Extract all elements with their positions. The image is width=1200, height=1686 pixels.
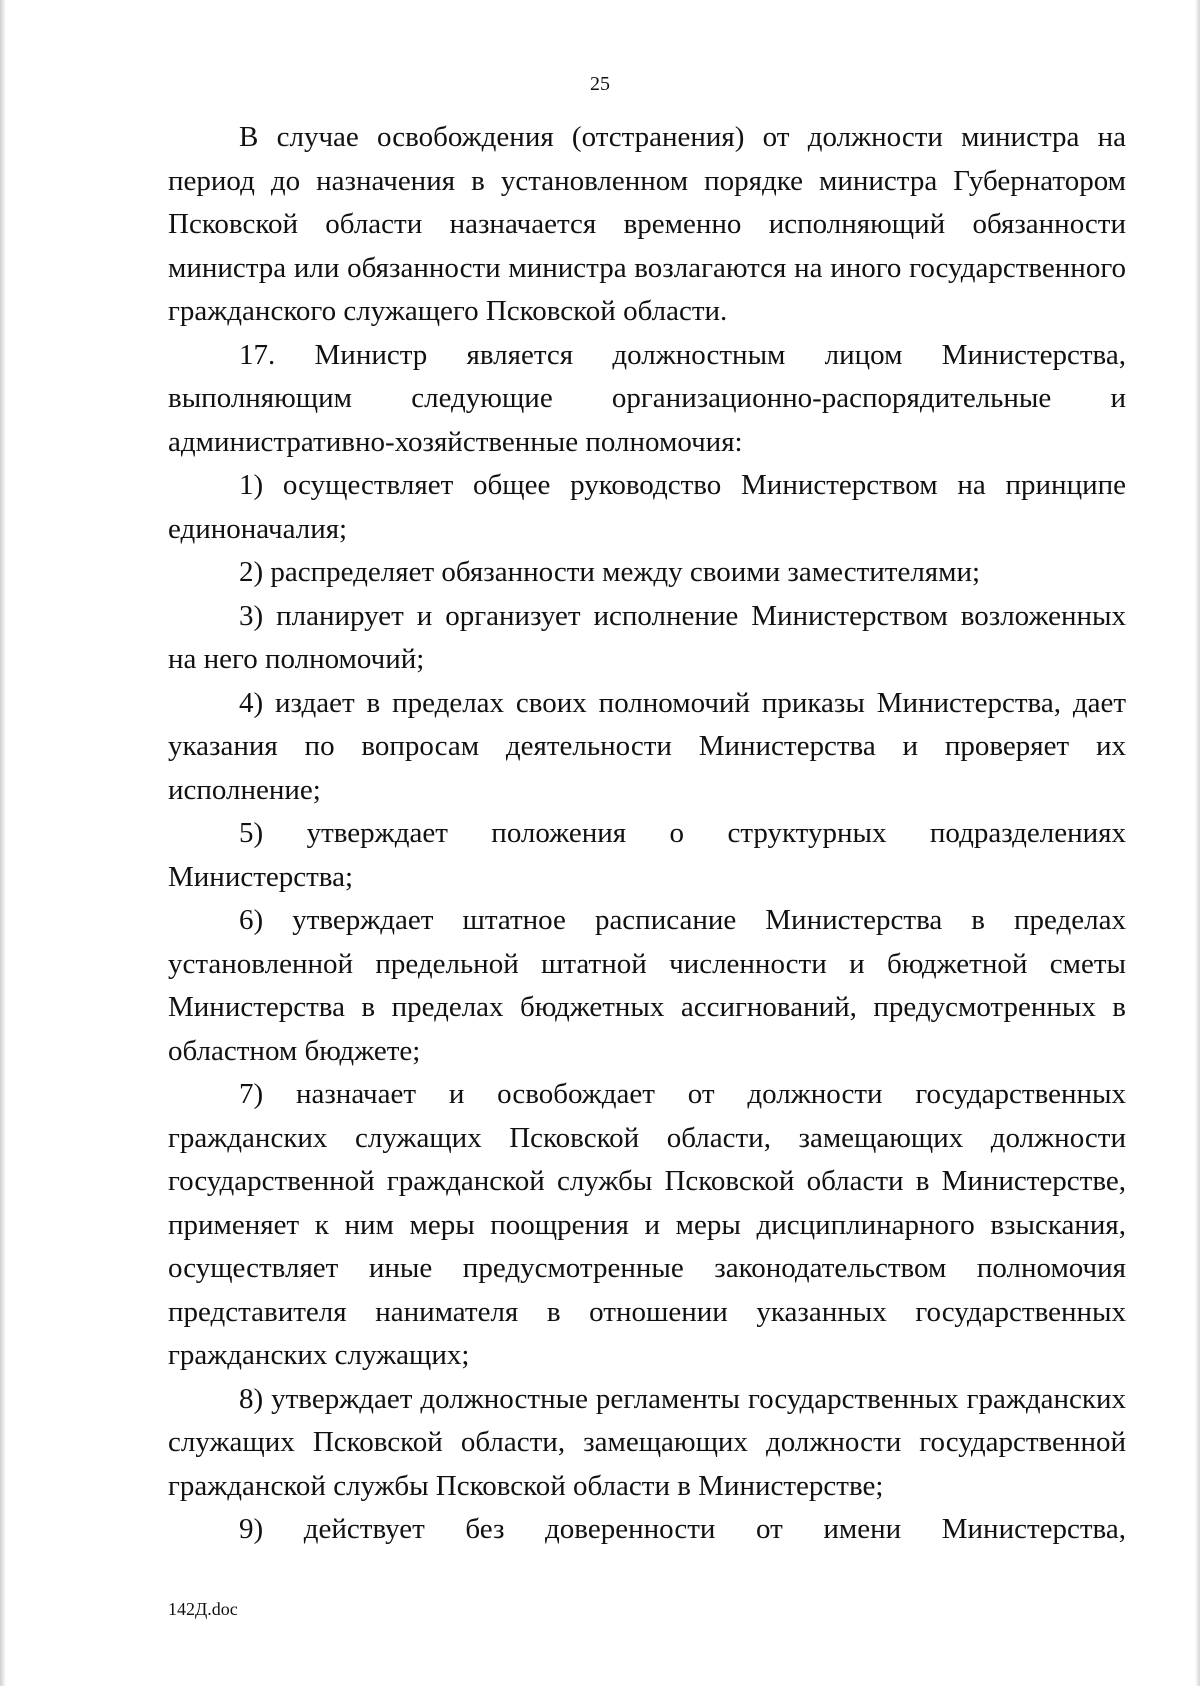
list-item-1: 1) осуществляет общее руководство Министерством на принципе единоначалия;: [168, 469, 1126, 545]
list-item-2: 2) распределяет обязанности между своими заместителями;: [239, 556, 981, 588]
list-item-8: 8) утверждает должностные регламенты государственных гражданских служащих Псковской области, замещающих должности государственной гражданской службы Псковской области в Министерстве;: [168, 1382, 1126, 1502]
page-number: 25: [590, 73, 610, 95]
scan-edge-right: [1195, 0, 1200, 1686]
list-item-6: 6) утверждает штатное расписание Министерства в пределах установленной предельной штатной численности и бюджетной сметы Министерства в пределах бюджетных ассигнований, предусмотренных в областном бюджете;: [168, 904, 1126, 1067]
footer-filename: 142Д.doc: [168, 1599, 238, 1619]
paragraph-item-17: 17. Министр является должностным лицом Министерства, выполняющим следующие организационно-распорядительные и административно-хозяйственные полномочия:: [168, 338, 1126, 458]
list-item-9: 9) действует без доверенности от имени Министерства,: [239, 1513, 1126, 1545]
paragraph-acting-minister: В случае освобождения (отстранения) от должности министра на период до назначения в установленном порядке министра Губернатором Псковской области назначается временно исполняющий обязанности министра или обязанности министра возлагаются на иного государственного гражданского служащего Псковской области.: [168, 121, 1126, 327]
list-item-7: 7) назначает и освобождает от должности государственных гражданских служащих Псковской области, замещающих должности государственной гражданской службы Псковской области в Министерстве, применяет к ним меры поощрения и меры дисциплинарного взыскания, осуществляет иные предусмотренные законодательством полномочия представителя нанимателя в отношении указанных государственных гражданских служащих;: [168, 1078, 1126, 1371]
document-body: [168, 116, 1126, 1552]
list-item-5: 5) утверждает положения о структурных подразделениях Министерства;: [168, 817, 1126, 893]
list-item-4: 4) издает в пределах своих полномочий приказы Министерства, дает указания по вопросам деятельности Министерства и проверяет их исполнение;: [168, 686, 1126, 806]
list-item-3: 3) планирует и организует исполнение Министерством возложенных на него полномочий;: [168, 599, 1126, 675]
scan-edge-left: [0, 0, 6, 1686]
